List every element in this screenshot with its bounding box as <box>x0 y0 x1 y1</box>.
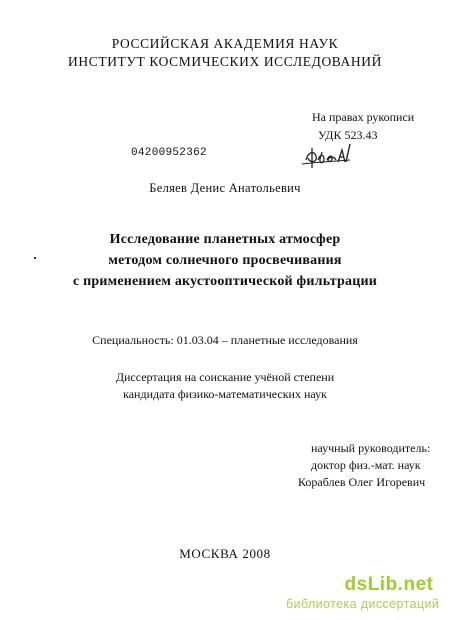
dissertation-line-1: Диссертация на соискание учёной степени <box>115 370 335 384</box>
city-year: МОСКВА 2008 <box>179 546 271 561</box>
dissertation-line-2: кандидата физико-математических наук <box>123 387 327 401</box>
title-line-3: с применением акустооптической фильтрации <box>72 274 378 289</box>
supervisor-name: Кораблев Олег Игоревич <box>298 475 426 489</box>
udk-label: УДК 523.43 <box>318 128 378 142</box>
institution-line-1: РОССИЙСКАЯ АКАДЕМИЯ НАУК <box>111 36 339 51</box>
supervisor-degree: доктор физ.-мат. наук <box>311 458 421 472</box>
signature-icon <box>300 138 360 172</box>
title-line-2: методом солнечного просвечивания <box>108 253 342 268</box>
supervisor-label: научный руководитель: <box>311 441 431 455</box>
watermark-logo: dsLib.net <box>344 574 434 595</box>
watermark-subtitle: библиотека диссертаций <box>286 597 440 611</box>
institution-line-2: ИНСТИТУТ КОСМИЧЕСКИХ ИССЛЕДОВАНИЙ <box>68 54 382 69</box>
author-name: Беляев Денис Анатольевич <box>149 181 301 195</box>
specialty: Специальность: 01.03.04 – планетные исследования <box>92 333 358 347</box>
handwritten-signature <box>300 138 360 172</box>
rights-label: На правах рукописи <box>312 110 415 124</box>
registration-number: 04200952362 <box>131 147 207 159</box>
watermark <box>334 574 444 596</box>
title-line-1: Исследование планетных атмосфер <box>109 232 341 247</box>
